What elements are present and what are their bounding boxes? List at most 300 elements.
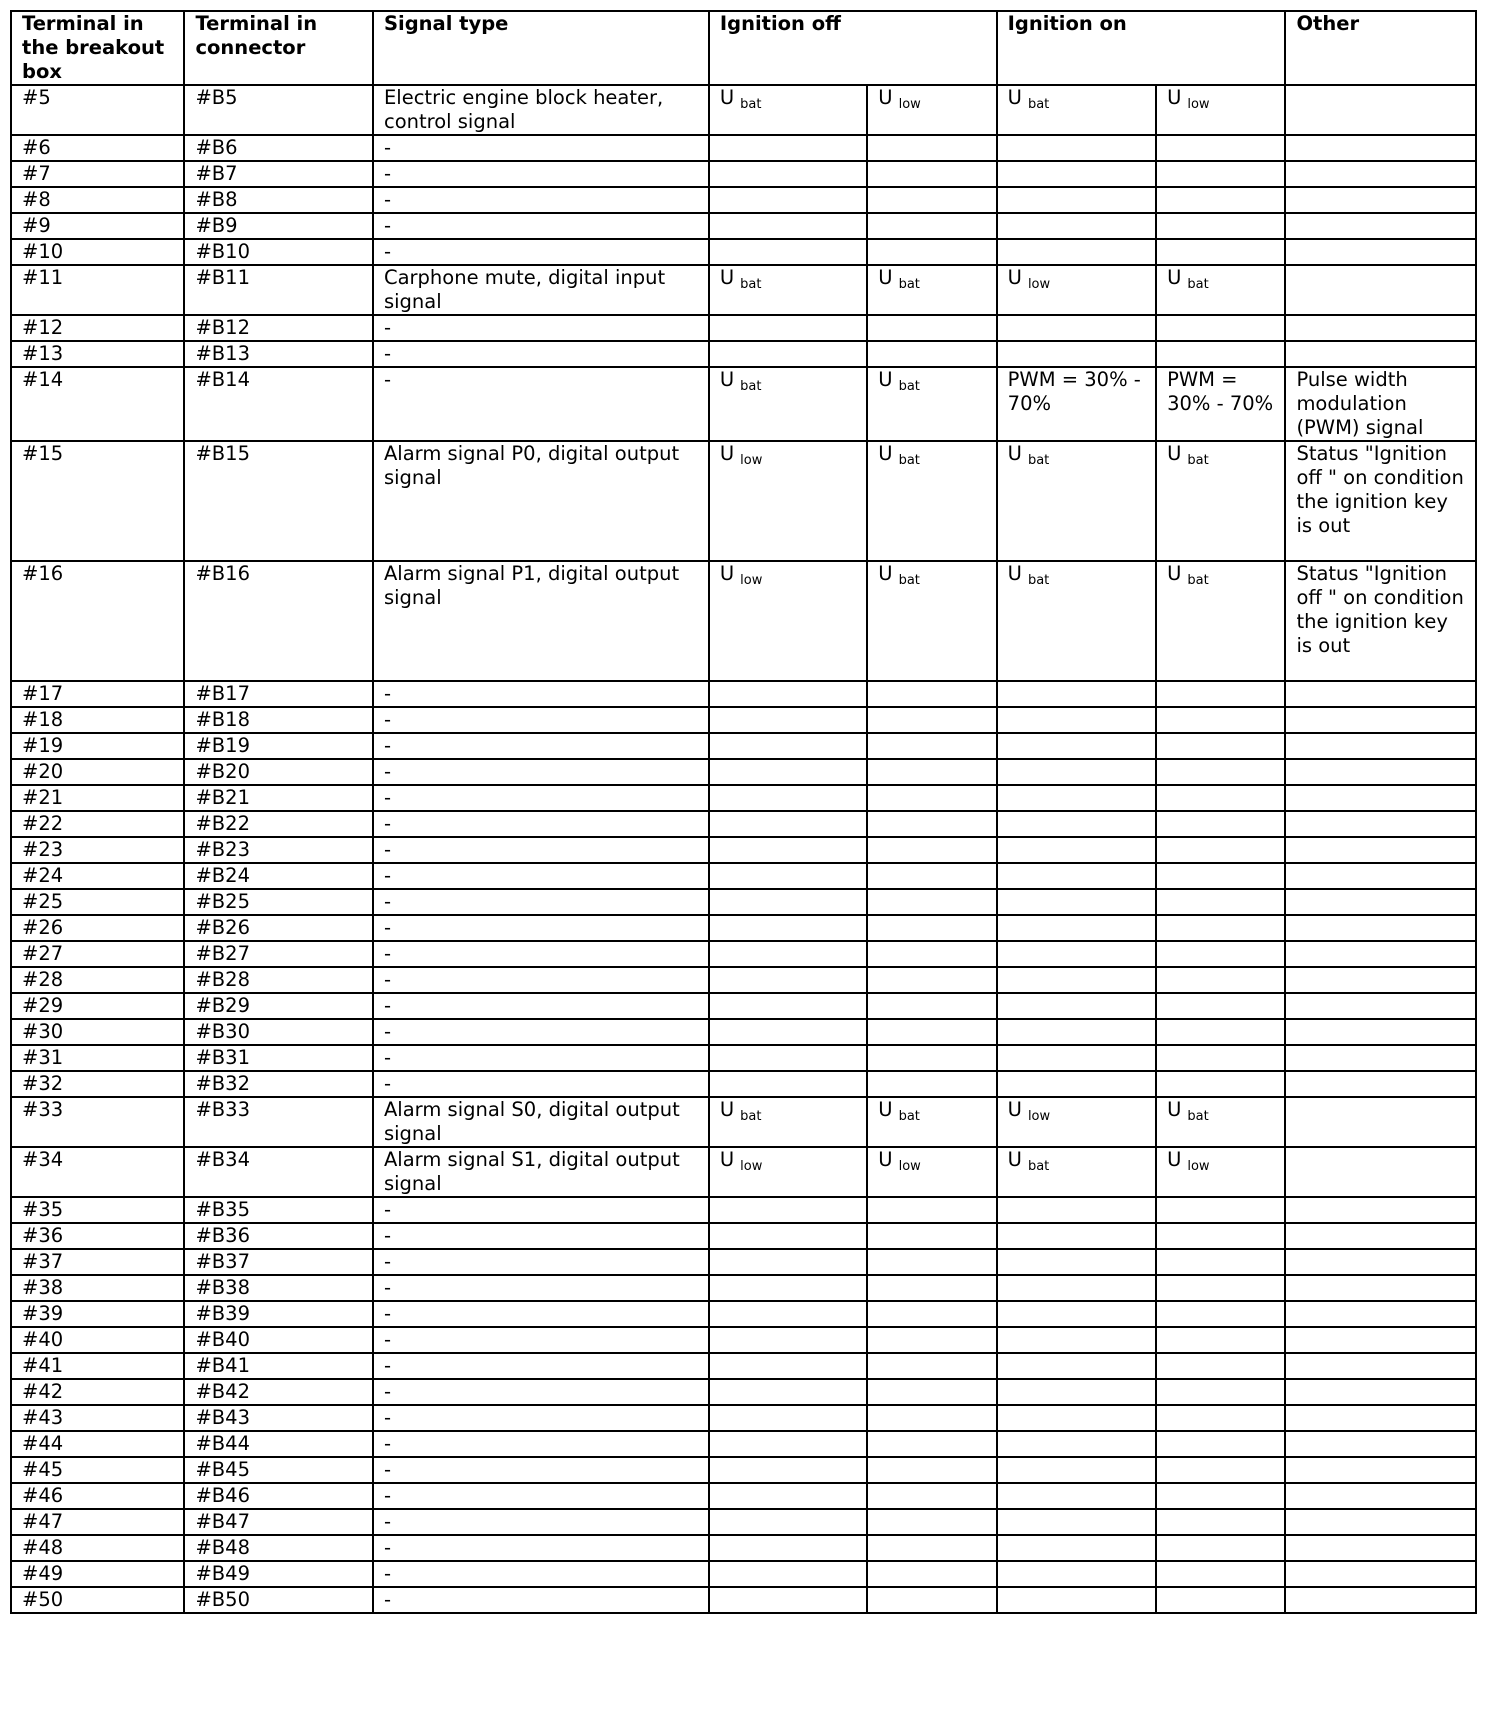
ignition-off-value-2 (867, 733, 996, 759)
ignition-on-value-2 (1156, 707, 1285, 733)
ignition-on-value-2 (1156, 135, 1285, 161)
connector-terminal-cell: #B46 (184, 1483, 373, 1509)
breakout-terminal-cell: #27 (11, 941, 184, 967)
table-row (11, 733, 1476, 759)
table-body (11, 85, 1476, 1613)
ignition-off-value-1 (709, 915, 867, 941)
connector-terminal-cell: #B48 (184, 1535, 373, 1561)
value-text: U (719, 266, 735, 289)
value-subscript: bat (740, 1109, 762, 1124)
other-cell (1285, 707, 1476, 733)
ignition-off-value-1 (709, 367, 867, 441)
ignition-on-value-2 (1156, 1019, 1285, 1045)
value-text: U (1167, 266, 1182, 289)
connector-terminal-cell: #B11 (184, 265, 373, 315)
ignition-on-value-2 (1156, 213, 1285, 239)
ignition-on-value-2 (1156, 341, 1285, 367)
breakout-terminal-cell: #20 (11, 759, 184, 785)
ignition-off-value-2 (867, 785, 996, 811)
breakout-terminal-cell: #45 (11, 1457, 184, 1483)
ignition-on-value-2 (1156, 561, 1285, 681)
ignition-on-value-1 (997, 187, 1156, 213)
ignition-on-value-2 (1156, 863, 1285, 889)
ignition-on-value-1 (997, 1301, 1156, 1327)
ignition-off-value-1 (709, 1147, 867, 1197)
breakout-terminal-cell: #28 (11, 967, 184, 993)
breakout-terminal-cell: #47 (11, 1509, 184, 1535)
signal-type-cell: - (373, 1301, 709, 1327)
other-cell (1285, 341, 1476, 367)
table-header-row (11, 11, 1476, 85)
ignition-on-value-1 (997, 993, 1156, 1019)
signal-type-cell: - (373, 341, 709, 367)
other-cell (1285, 1197, 1476, 1223)
table-row (11, 967, 1476, 993)
connector-terminal-cell: #B50 (184, 1587, 373, 1613)
ignition-off-value-2 (867, 441, 996, 561)
signal-type-cell: - (373, 785, 709, 811)
other-cell (1285, 187, 1476, 213)
table-row (11, 889, 1476, 915)
other-cell (1285, 1405, 1476, 1431)
signal-type-cell: - (373, 1019, 709, 1045)
table-row (11, 681, 1476, 707)
ignition-on-value-1 (997, 1327, 1156, 1353)
other-cell (1285, 915, 1476, 941)
table-row (11, 1509, 1476, 1535)
breakout-terminal-cell: #22 (11, 811, 184, 837)
connector-terminal-cell: #B47 (184, 1509, 373, 1535)
table-row (11, 837, 1476, 863)
ignition-on-value-1 (997, 561, 1156, 681)
other-cell (1285, 1509, 1476, 1535)
value-text: U (719, 1098, 735, 1121)
breakout-terminal-cell: #35 (11, 1197, 184, 1223)
signal-type-cell: - (373, 941, 709, 967)
ignition-on-value-2 (1156, 681, 1285, 707)
signal-type-cell: - (373, 889, 709, 915)
ignition-on-value-2 (1156, 1249, 1285, 1275)
ignition-on-value-2 (1156, 441, 1285, 561)
ignition-off-value-1 (709, 837, 867, 863)
ignition-on-value-1 (997, 967, 1156, 993)
ignition-off-value-2 (867, 1147, 996, 1197)
ignition-off-value-1 (709, 1379, 867, 1405)
header-terminal-box: Terminal in the breakout box (11, 11, 184, 85)
ignition-on-value-1 (997, 1431, 1156, 1457)
other-cell (1285, 811, 1476, 837)
value-subscript: low (1027, 1109, 1051, 1124)
ignition-off-value-1 (709, 1353, 867, 1379)
breakout-terminal-cell: #26 (11, 915, 184, 941)
ignition-on-value-2 (1156, 759, 1285, 785)
breakout-terminal-cell: #42 (11, 1379, 184, 1405)
connector-terminal-cell: #B22 (184, 811, 373, 837)
ignition-off-value-2 (867, 1275, 996, 1301)
value-subscript: low (898, 1159, 921, 1174)
breakout-terminal-cell: #24 (11, 863, 184, 889)
ignition-on-value-1 (997, 915, 1156, 941)
other-cell (1285, 1535, 1476, 1561)
ignition-off-value-1 (709, 1045, 867, 1071)
breakout-terminal-cell: #37 (11, 1249, 184, 1275)
ignition-on-value-1 (997, 681, 1156, 707)
value-text: U (719, 368, 735, 391)
connector-terminal-cell: #B41 (184, 1353, 373, 1379)
ignition-off-value-2 (867, 1509, 996, 1535)
breakout-terminal-cell: #25 (11, 889, 184, 915)
breakout-terminal-cell: #44 (11, 1431, 184, 1457)
value-text: U (878, 442, 893, 465)
ignition-off-value-2 (867, 265, 996, 315)
ignition-on-value-1 (997, 837, 1156, 863)
ignition-off-value-2 (867, 187, 996, 213)
ignition-on-value-1 (997, 135, 1156, 161)
ignition-off-value-2 (867, 889, 996, 915)
ignition-off-value-1 (709, 1561, 867, 1587)
connector-terminal-cell: #B30 (184, 1019, 373, 1045)
ignition-on-value-1 (997, 785, 1156, 811)
ignition-off-value-1 (709, 1223, 867, 1249)
table-row (11, 1275, 1476, 1301)
ignition-on-value-2 (1156, 367, 1285, 441)
ignition-off-value-1 (709, 811, 867, 837)
ignition-on-value-1 (997, 1483, 1156, 1509)
ignition-on-value-2 (1156, 1327, 1285, 1353)
ignition-off-value-2 (867, 1535, 996, 1561)
connector-terminal-cell: #B49 (184, 1561, 373, 1587)
other-cell (1285, 1457, 1476, 1483)
table-row (11, 941, 1476, 967)
ignition-off-value-1 (709, 1019, 867, 1045)
breakout-terminal-cell: #49 (11, 1561, 184, 1587)
ignition-on-value-1 (997, 707, 1156, 733)
ignition-off-value-2 (867, 1249, 996, 1275)
signal-type-cell: - (373, 837, 709, 863)
table-row (11, 1457, 1476, 1483)
ignition-on-value-2 (1156, 1223, 1285, 1249)
ignition-off-value-1 (709, 265, 867, 315)
header-ignition-off: Ignition off (709, 11, 997, 85)
ignition-off-value-1 (709, 993, 867, 1019)
table-row (11, 1097, 1476, 1147)
connector-terminal-cell: #B28 (184, 967, 373, 993)
ignition-off-value-2 (867, 561, 996, 681)
ignition-off-value-1 (709, 1275, 867, 1301)
value-subscript: bat (1187, 453, 1209, 468)
ignition-off-value-1 (709, 1197, 867, 1223)
connector-terminal-cell: #B45 (184, 1457, 373, 1483)
connector-terminal-cell: #B14 (184, 367, 373, 441)
value-subscript: bat (1027, 97, 1050, 112)
ignition-off-value-2 (867, 967, 996, 993)
table-row (11, 993, 1476, 1019)
ignition-off-value-2 (867, 367, 996, 441)
ignition-on-value-1 (997, 85, 1156, 135)
ignition-off-value-1 (709, 1483, 867, 1509)
other-cell (1285, 759, 1476, 785)
signal-type-cell: - (373, 1509, 709, 1535)
table-row (11, 1535, 1476, 1561)
breakout-terminal-cell: #16 (11, 561, 184, 681)
connector-terminal-cell: #B19 (184, 733, 373, 759)
connector-terminal-cell: #B42 (184, 1379, 373, 1405)
ignition-on-value-2 (1156, 837, 1285, 863)
ignition-on-value-1 (997, 811, 1156, 837)
other-cell (1285, 1045, 1476, 1071)
table-row (11, 1045, 1476, 1071)
ignition-off-value-1 (709, 1249, 867, 1275)
value-subscript: low (898, 97, 921, 112)
ignition-on-value-2 (1156, 915, 1285, 941)
table-row (11, 785, 1476, 811)
signal-type-cell: Alarm signal P0, digital output signal (373, 441, 709, 561)
ignition-on-value-1 (997, 1379, 1156, 1405)
connector-terminal-cell: #B38 (184, 1275, 373, 1301)
signal-type-cell: - (373, 1379, 709, 1405)
table-row (11, 441, 1476, 561)
value-text: U (1007, 1098, 1022, 1121)
other-cell (1285, 1071, 1476, 1097)
ignition-on-value-1 (997, 1561, 1156, 1587)
ignition-on-value-1 (997, 1147, 1156, 1197)
breakout-terminal-cell: #31 (11, 1045, 184, 1071)
breakout-terminal-cell: #39 (11, 1301, 184, 1327)
ignition-on-value-2 (1156, 1457, 1285, 1483)
breakout-terminal-cell: #38 (11, 1275, 184, 1301)
ignition-on-value-2 (1156, 941, 1285, 967)
table-row (11, 265, 1476, 315)
signal-type-cell: - (373, 1535, 709, 1561)
value-text: U (1007, 1148, 1022, 1171)
ignition-off-value-1 (709, 1457, 867, 1483)
ignition-on-value-2 (1156, 1197, 1285, 1223)
ignition-off-value-2 (867, 135, 996, 161)
table-row (11, 315, 1476, 341)
ignition-off-value-2 (867, 213, 996, 239)
ignition-on-value-1 (997, 367, 1156, 441)
other-cell (1285, 1097, 1476, 1147)
ignition-on-value-2 (1156, 811, 1285, 837)
signal-type-cell: - (373, 135, 709, 161)
ignition-off-value-2 (867, 811, 996, 837)
terminal-signal-table (10, 10, 1477, 1614)
ignition-on-value-1 (997, 759, 1156, 785)
ignition-off-value-1 (709, 1587, 867, 1613)
breakout-terminal-cell: #32 (11, 1071, 184, 1097)
table-row (11, 1353, 1476, 1379)
signal-type-cell: - (373, 1249, 709, 1275)
signal-type-cell: - (373, 161, 709, 187)
value-text: U (878, 1148, 893, 1171)
connector-terminal-cell: #B23 (184, 837, 373, 863)
signal-type-cell: - (373, 1223, 709, 1249)
value-text: U (878, 86, 893, 109)
value-subscript: low (740, 453, 763, 468)
other-cell (1285, 967, 1476, 993)
other-cell (1285, 85, 1476, 135)
ignition-on-value-1 (997, 213, 1156, 239)
other-cell (1285, 837, 1476, 863)
ignition-on-value-2 (1156, 1097, 1285, 1147)
value-text: U (719, 1148, 735, 1171)
ignition-off-value-2 (867, 1587, 996, 1613)
ignition-on-value-1 (997, 1197, 1156, 1223)
value-subscript: low (1027, 277, 1051, 292)
value-text: U (878, 1098, 893, 1121)
header-terminal-connector: Terminal in connector (184, 11, 373, 85)
ignition-off-value-1 (709, 1431, 867, 1457)
ignition-on-value-2 (1156, 1147, 1285, 1197)
connector-terminal-cell: #B37 (184, 1249, 373, 1275)
breakout-terminal-cell: #50 (11, 1587, 184, 1613)
other-cell: Status "Ignition off " on condition the ignition key is out (1285, 441, 1476, 561)
breakout-terminal-cell: #17 (11, 681, 184, 707)
ignition-on-value-2 (1156, 1379, 1285, 1405)
ignition-on-value-2 (1156, 1275, 1285, 1301)
value-text: U (1167, 86, 1182, 109)
connector-terminal-cell: #B39 (184, 1301, 373, 1327)
value-subscript: bat (1187, 573, 1209, 588)
table-row (11, 1223, 1476, 1249)
ignition-off-value-2 (867, 915, 996, 941)
breakout-terminal-cell: #14 (11, 367, 184, 441)
other-cell: Pulse width modulation (PWM) signal (1285, 367, 1476, 441)
table-row (11, 561, 1476, 681)
table-row (11, 1561, 1476, 1587)
connector-terminal-cell: #B13 (184, 341, 373, 367)
signal-type-cell: - (373, 367, 709, 441)
value-subscript: bat (898, 453, 920, 468)
signal-type-cell: - (373, 1275, 709, 1301)
other-cell: Status "Ignition off " on condition the ignition key is out (1285, 561, 1476, 681)
ignition-off-value-1 (709, 85, 867, 135)
ignition-off-value-1 (709, 1509, 867, 1535)
ignition-off-value-1 (709, 1301, 867, 1327)
other-cell (1285, 161, 1476, 187)
signal-type-cell: - (373, 1327, 709, 1353)
ignition-off-value-2 (867, 759, 996, 785)
breakout-terminal-cell: #9 (11, 213, 184, 239)
ignition-off-value-2 (867, 1483, 996, 1509)
value-text: PWM = 30% - 70% (1007, 368, 1141, 415)
ignition-off-value-2 (867, 1097, 996, 1147)
signal-type-cell: - (373, 707, 709, 733)
connector-terminal-cell: #B26 (184, 915, 373, 941)
connector-terminal-cell: #B7 (184, 161, 373, 187)
table-row (11, 135, 1476, 161)
connector-terminal-cell: #B20 (184, 759, 373, 785)
ignition-on-value-2 (1156, 1045, 1285, 1071)
other-cell (1285, 941, 1476, 967)
breakout-terminal-cell: #41 (11, 1353, 184, 1379)
table-row (11, 1587, 1476, 1613)
connector-terminal-cell: #B31 (184, 1045, 373, 1071)
breakout-terminal-cell: #46 (11, 1483, 184, 1509)
breakout-terminal-cell: #8 (11, 187, 184, 213)
breakout-terminal-cell: #36 (11, 1223, 184, 1249)
ignition-off-value-1 (709, 733, 867, 759)
table-row (11, 1147, 1476, 1197)
ignition-on-value-1 (997, 1509, 1156, 1535)
signal-type-cell: - (373, 993, 709, 1019)
ignition-off-value-2 (867, 315, 996, 341)
other-cell (1285, 1379, 1476, 1405)
connector-terminal-cell: #B8 (184, 187, 373, 213)
ignition-off-value-1 (709, 441, 867, 561)
ignition-off-value-1 (709, 1327, 867, 1353)
connector-terminal-cell: #B16 (184, 561, 373, 681)
ignition-on-value-2 (1156, 85, 1285, 135)
ignition-off-value-2 (867, 993, 996, 1019)
breakout-terminal-cell: #40 (11, 1327, 184, 1353)
signal-type-cell: - (373, 1587, 709, 1613)
table-row (11, 239, 1476, 265)
table-row (11, 1483, 1476, 1509)
table-row (11, 1197, 1476, 1223)
ignition-on-value-2 (1156, 239, 1285, 265)
value-text: PWM = 30% - 70% (1167, 368, 1274, 415)
ignition-on-value-2 (1156, 733, 1285, 759)
signal-type-cell: - (373, 1483, 709, 1509)
ignition-off-value-1 (709, 341, 867, 367)
connector-terminal-cell: #B12 (184, 315, 373, 341)
ignition-on-value-1 (997, 889, 1156, 915)
ignition-on-value-1 (997, 1587, 1156, 1613)
ignition-off-value-1 (709, 941, 867, 967)
signal-type-cell: - (373, 1561, 709, 1587)
value-text: U (1007, 562, 1022, 585)
value-text: U (1167, 442, 1182, 465)
value-text: U (719, 562, 735, 585)
ignition-on-value-2 (1156, 1405, 1285, 1431)
value-subscript: low (1187, 97, 1210, 112)
value-text: U (1167, 562, 1182, 585)
ignition-on-value-1 (997, 315, 1156, 341)
other-cell (1285, 213, 1476, 239)
ignition-on-value-1 (997, 1457, 1156, 1483)
ignition-on-value-2 (1156, 1431, 1285, 1457)
ignition-off-value-2 (867, 1353, 996, 1379)
table-row (11, 187, 1476, 213)
other-cell (1285, 1483, 1476, 1509)
connector-terminal-cell: #B33 (184, 1097, 373, 1147)
table-row (11, 759, 1476, 785)
ignition-on-value-2 (1156, 1587, 1285, 1613)
signal-type-cell: - (373, 239, 709, 265)
ignition-off-value-2 (867, 1223, 996, 1249)
ignition-off-value-2 (867, 239, 996, 265)
value-subscript: bat (898, 1109, 920, 1124)
ignition-off-value-1 (709, 759, 867, 785)
table-row (11, 1301, 1476, 1327)
value-subscript: bat (1187, 277, 1209, 292)
table-row (11, 161, 1476, 187)
other-cell (1285, 1561, 1476, 1587)
value-subscript: bat (740, 277, 762, 292)
breakout-terminal-cell: #43 (11, 1405, 184, 1431)
ignition-on-value-2 (1156, 187, 1285, 213)
other-cell (1285, 681, 1476, 707)
signal-type-cell: - (373, 1457, 709, 1483)
value-text: U (1007, 442, 1022, 465)
ignition-off-value-1 (709, 1071, 867, 1097)
value-subscript: low (740, 1159, 763, 1174)
breakout-terminal-cell: #19 (11, 733, 184, 759)
connector-terminal-cell: #B6 (184, 135, 373, 161)
signal-type-cell: - (373, 1431, 709, 1457)
other-cell (1285, 1223, 1476, 1249)
